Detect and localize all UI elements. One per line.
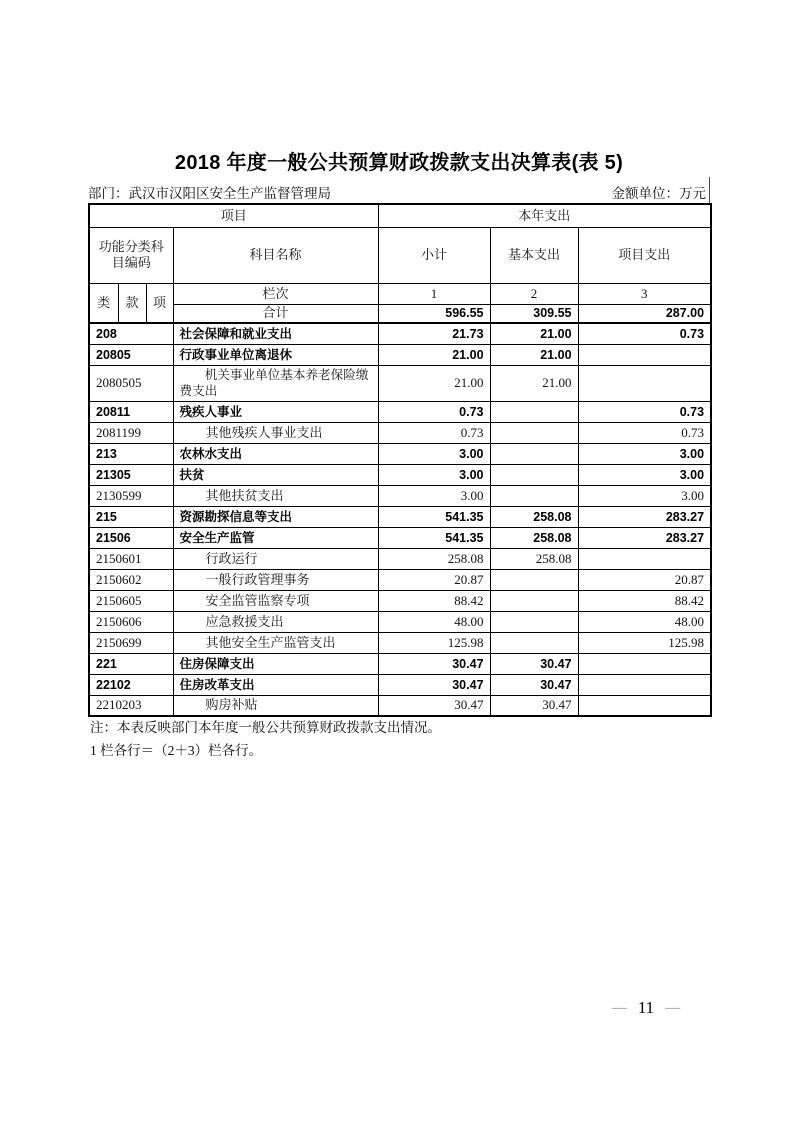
table-row-2150699 [89, 632, 711, 653]
row-code: 2080505 [89, 365, 173, 401]
row-subtotal: 21.00 [378, 365, 490, 401]
total-subtotal: 596.55 [378, 304, 490, 323]
row-project: 0.73 [578, 323, 711, 344]
row-name: 安全生产监管 [173, 527, 378, 548]
header-col2: 2 [490, 283, 578, 304]
row-code: 2150605 [89, 590, 173, 611]
row-code: 2150606 [89, 611, 173, 632]
row-subtotal: 541.35 [378, 506, 490, 527]
page-number: 11 [637, 998, 655, 1017]
table-row-221 [89, 653, 711, 674]
row-code: 20811 [89, 401, 173, 422]
row-project: 283.27 [578, 527, 711, 548]
table-row-2150605 [89, 590, 711, 611]
table-row-21506 [89, 527, 711, 548]
row-basic [490, 401, 578, 422]
row-code: 21305 [89, 464, 173, 485]
table-row-2210203 [89, 695, 711, 716]
row-name: 扶贫 [173, 464, 378, 485]
header-subject-name: 科目名称 [173, 227, 378, 283]
row-code: 208 [89, 323, 173, 344]
row-project: 48.00 [578, 611, 711, 632]
row-project: 0.73 [578, 422, 711, 443]
row-code: 2150699 [89, 632, 173, 653]
header-project-group: 项目 [89, 204, 378, 227]
row-name: 资源勘探信息等支出 [173, 506, 378, 527]
row-basic [490, 443, 578, 464]
unit-label: 金额单位：万元 [611, 186, 706, 201]
row-code: 2150602 [89, 569, 173, 590]
row-subtotal: 48.00 [378, 611, 490, 632]
row-subtotal: 30.47 [378, 695, 490, 716]
table-row-2150602 [89, 569, 711, 590]
row-subtotal: 88.42 [378, 590, 490, 611]
row-project [578, 548, 711, 569]
row-code: 221 [89, 653, 173, 674]
row-basic: 21.00 [490, 365, 578, 401]
table-row-215 [89, 506, 711, 527]
header-row-lanci [89, 283, 711, 304]
table-row-22102 [89, 674, 711, 695]
row-name: 其他安全生产监管支出 [173, 632, 378, 653]
row-name: 行政运行 [173, 548, 378, 569]
row-basic: 30.47 [490, 653, 578, 674]
row-basic [490, 422, 578, 443]
header-project-exp: 项目支出 [578, 227, 711, 283]
row-name: 残疾人事业 [173, 401, 378, 422]
header-col1: 1 [378, 283, 490, 304]
header-item: 项 [146, 283, 173, 323]
row-basic: 30.47 [490, 674, 578, 695]
row-project: 125.98 [578, 632, 711, 653]
row-subtotal: 30.47 [378, 674, 490, 695]
row-subtotal: 3.00 [378, 443, 490, 464]
row-name: 一般行政管理事务 [173, 569, 378, 590]
row-code: 21506 [89, 527, 173, 548]
row-basic: 21.00 [490, 344, 578, 365]
header-current-year-group: 本年支出 [378, 204, 711, 227]
header-basic-exp: 基本支出 [490, 227, 578, 283]
row-basic: 258.08 [490, 506, 578, 527]
row-project: 3.00 [578, 464, 711, 485]
row-basic: 258.08 [490, 548, 578, 569]
table-row-213 [89, 443, 711, 464]
row-basic [490, 611, 578, 632]
total-project: 287.00 [578, 304, 711, 323]
row-subtotal: 21.00 [378, 344, 490, 365]
header-class: 类 [89, 283, 118, 323]
row-subtotal: 0.73 [378, 401, 490, 422]
row-code: 2210203 [89, 695, 173, 716]
row-name: 农林水支出 [173, 443, 378, 464]
row-basic [490, 569, 578, 590]
row-project [578, 653, 711, 674]
row-code: 22102 [89, 674, 173, 695]
row-project [578, 365, 711, 401]
table-row-2150606 [89, 611, 711, 632]
row-code: 2081199 [89, 422, 173, 443]
total-label: 合计 [173, 304, 378, 323]
row-name: 住房保障支出 [173, 653, 378, 674]
row-project [578, 695, 711, 716]
row-subtotal: 125.98 [378, 632, 490, 653]
department-label: 部门：武汉市汉阳区安全生产监督管理局 [88, 186, 331, 201]
row-basic [490, 590, 578, 611]
row-subtotal: 541.35 [378, 527, 490, 548]
row-project: 88.42 [578, 590, 711, 611]
budget-table [88, 203, 712, 717]
row-code: 213 [89, 443, 173, 464]
row-basic [490, 485, 578, 506]
row-name: 住房改革支出 [173, 674, 378, 695]
page-number-dash-right: — [665, 999, 681, 1016]
table-row-20805 [89, 344, 711, 365]
header-row-total [89, 304, 711, 323]
row-name: 社会保障和就业支出 [173, 323, 378, 344]
row-project [578, 344, 711, 365]
row-basic: 30.47 [490, 695, 578, 716]
table-row-2081199 [89, 422, 711, 443]
row-code: 215 [89, 506, 173, 527]
row-name: 其他扶贫支出 [173, 485, 378, 506]
row-project: 0.73 [578, 401, 711, 422]
row-basic [490, 464, 578, 485]
table-row-208 [89, 323, 711, 344]
row-subtotal: 0.73 [378, 422, 490, 443]
header-func-code: 功能分类科目编码 [89, 227, 173, 283]
row-name: 机关事业单位基本养老保险缴费支出 [173, 365, 378, 401]
header-section: 款 [118, 283, 146, 323]
header-row-columns [89, 227, 711, 283]
row-project: 283.27 [578, 506, 711, 527]
row-subtotal: 3.00 [378, 464, 490, 485]
header-subtotal: 小计 [378, 227, 490, 283]
table-row-20811 [89, 401, 711, 422]
table-meta-row [88, 182, 706, 202]
header-row-groups [89, 204, 711, 227]
row-basic [490, 632, 578, 653]
row-name: 安全监管监察专项 [173, 590, 378, 611]
note-line-2: 1 栏各行＝（2＋3）栏各行。 [90, 743, 263, 758]
row-name: 行政事业单位离退休 [173, 344, 378, 365]
row-subtotal: 20.87 [378, 569, 490, 590]
row-subtotal: 21.73 [378, 323, 490, 344]
row-name: 购房补贴 [173, 695, 378, 716]
row-basic: 21.00 [490, 323, 578, 344]
footnotes [90, 716, 710, 762]
row-name: 其他残疾人事业支出 [173, 422, 378, 443]
row-code: 2130599 [89, 485, 173, 506]
header-column-label: 栏次 [173, 283, 378, 304]
row-subtotal: 258.08 [378, 548, 490, 569]
total-basic: 309.55 [490, 304, 578, 323]
row-code: 20805 [89, 344, 173, 365]
row-basic: 258.08 [490, 527, 578, 548]
row-project: 3.00 [578, 443, 711, 464]
note-line-1: 注：本表反映部门本年度一般公共预算财政拨款支出情况。 [90, 720, 441, 735]
row-project [578, 674, 711, 695]
row-subtotal: 30.47 [378, 653, 490, 674]
row-code: 2150601 [89, 548, 173, 569]
row-subtotal: 3.00 [378, 485, 490, 506]
table-row-2130599 [89, 485, 711, 506]
header-col3: 3 [578, 283, 711, 304]
page-number-dash-left: — [611, 999, 627, 1016]
right-edge-rule [709, 177, 710, 203]
table-row-2080505 [89, 365, 711, 401]
row-project: 20.87 [578, 569, 711, 590]
row-name: 应急救援支出 [173, 611, 378, 632]
row-project: 3.00 [578, 485, 711, 506]
page-title: 2018 年度一般公共预算财政拨款支出决算表(表 5) [174, 152, 624, 174]
table-row-2150601 [89, 548, 711, 569]
table-row-21305 [89, 464, 711, 485]
page-number-block [596, 998, 696, 1018]
